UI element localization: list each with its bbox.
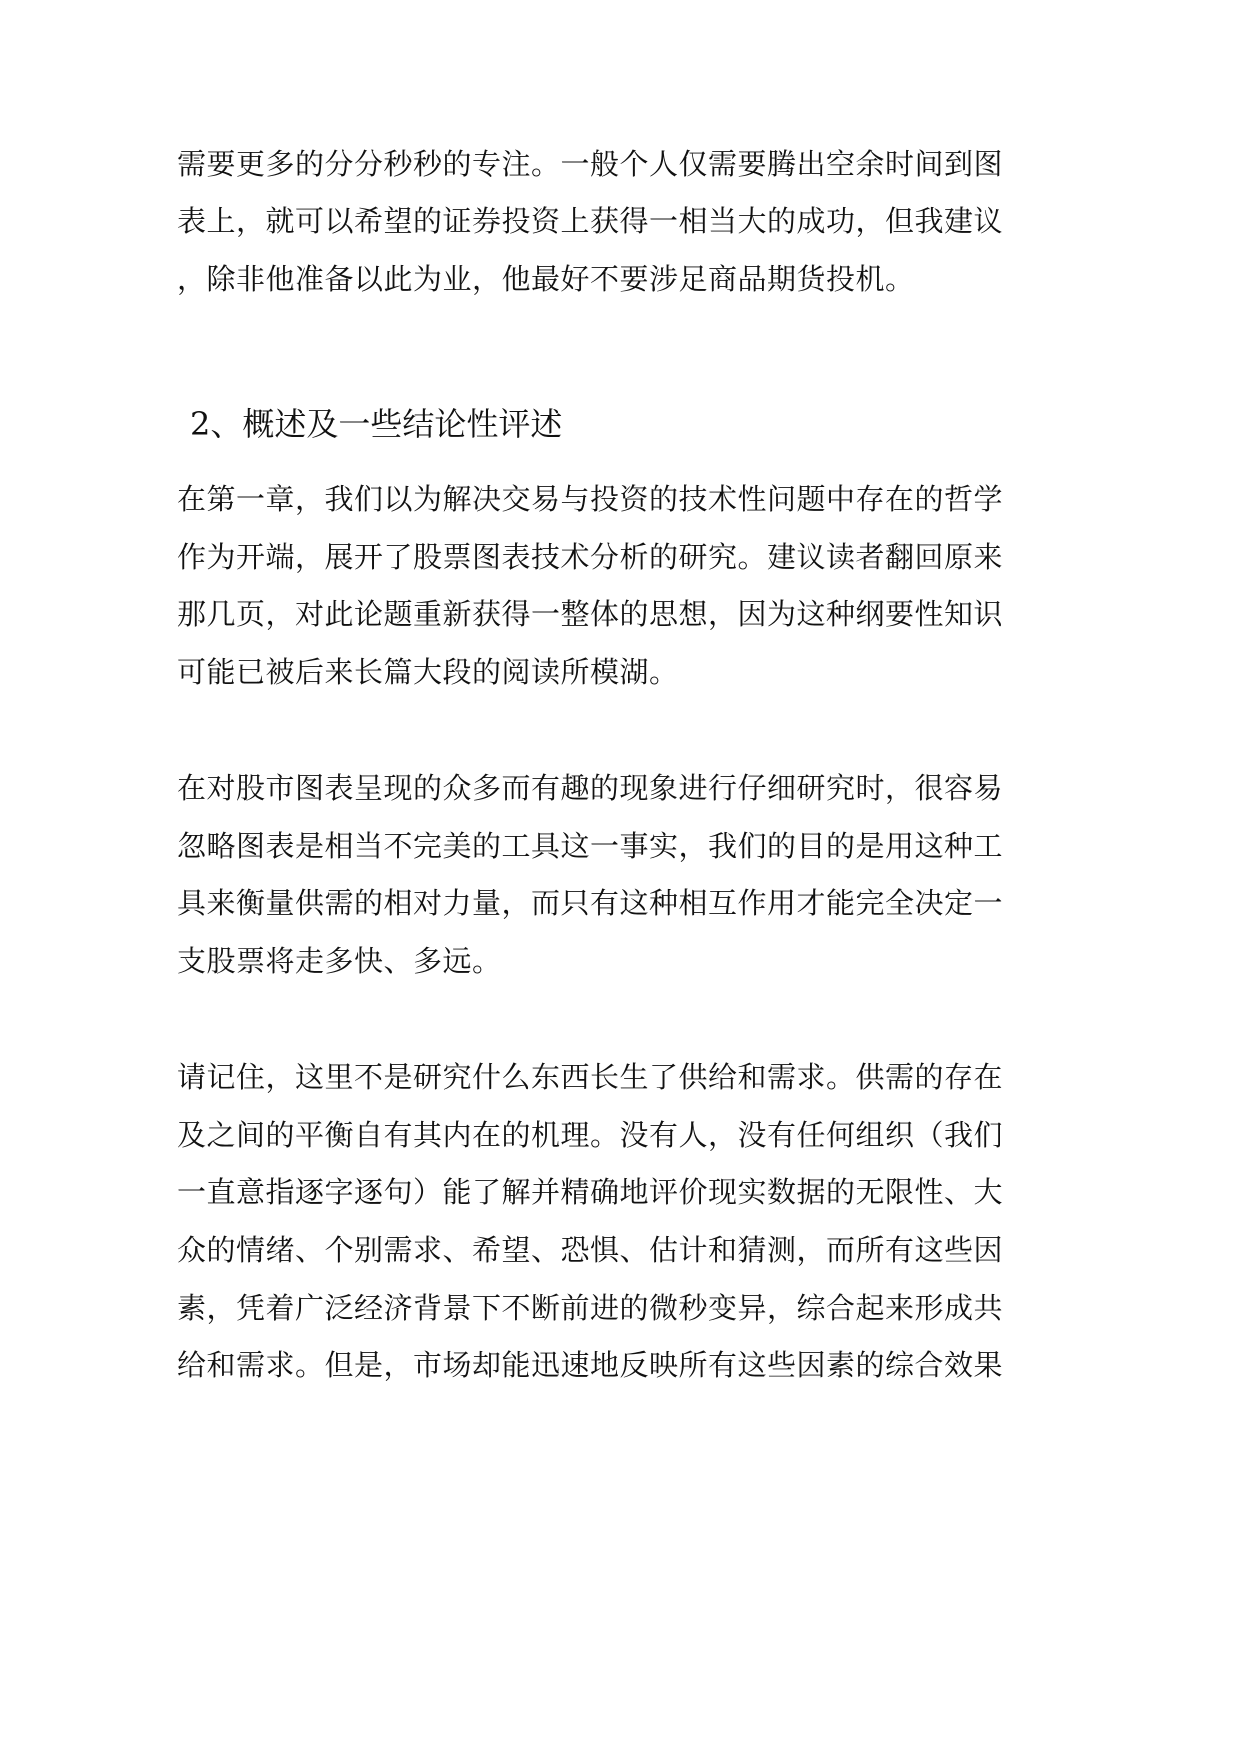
text-line: 可能已被后来长篇大段的阅读所模湖。 (177, 655, 679, 689)
section-heading: 2、概述及一些结论性评述 (190, 405, 563, 443)
text-line: 素，凭着广泛经济背景下不断前进的微秒变异，综合起来形成共 (177, 1291, 1004, 1325)
text-line: 请记住，这里不是研究什么东西长生了供给和需求。供需的存在 (177, 1060, 1004, 1094)
text-line: 给和需求。但是，市场却能迅速地反映所有这些因素的综合效果 (177, 1348, 1004, 1382)
text-line: 在第一章，我们以为解决交易与投资的技术性问题中存在的哲学 (177, 482, 1004, 516)
text-line: 具来衡量供需的相对力量，而只有这种相互作用才能完全决定一 (177, 886, 1004, 920)
text-line: 作为开端，展开了股票图表技术分析的研究。建议读者翻回原来 (177, 540, 1004, 574)
text-line: 在对股市图表呈现的众多而有趣的现象进行仔细研究时，很容易 (177, 771, 1004, 805)
text-line: ，除非他准备以此为业，他最好不要涉足商品期货投机。 (177, 262, 915, 296)
text-line: 支股票将走多快、多远。 (177, 944, 502, 978)
text-line: 一直意指逐字逐句）能了解并精确地评价现实数据的无限性、大 (177, 1175, 1004, 1209)
text-line: 众的情绪、个别需求、希望、恐惧、估计和猜测，而所有这些因 (177, 1233, 1004, 1267)
text-line: 及之间的平衡自有其内在的机理。没有人，没有任何组织（我们 (177, 1118, 1004, 1152)
text-line: 表上，就可以希望的证券投资上获得一相当大的成功，但我建议 (177, 204, 1004, 238)
text-line: 需要更多的分分秒秒的专注。一般个人仅需要腾出空余时间到图 (177, 147, 1004, 181)
text-line: 忽略图表是相当不完美的工具这一事实，我们的目的是用这种工 (177, 829, 1004, 863)
text-line: 那几页，对此论题重新获得一整体的思想，因为这种纲要性知识 (177, 597, 1004, 631)
